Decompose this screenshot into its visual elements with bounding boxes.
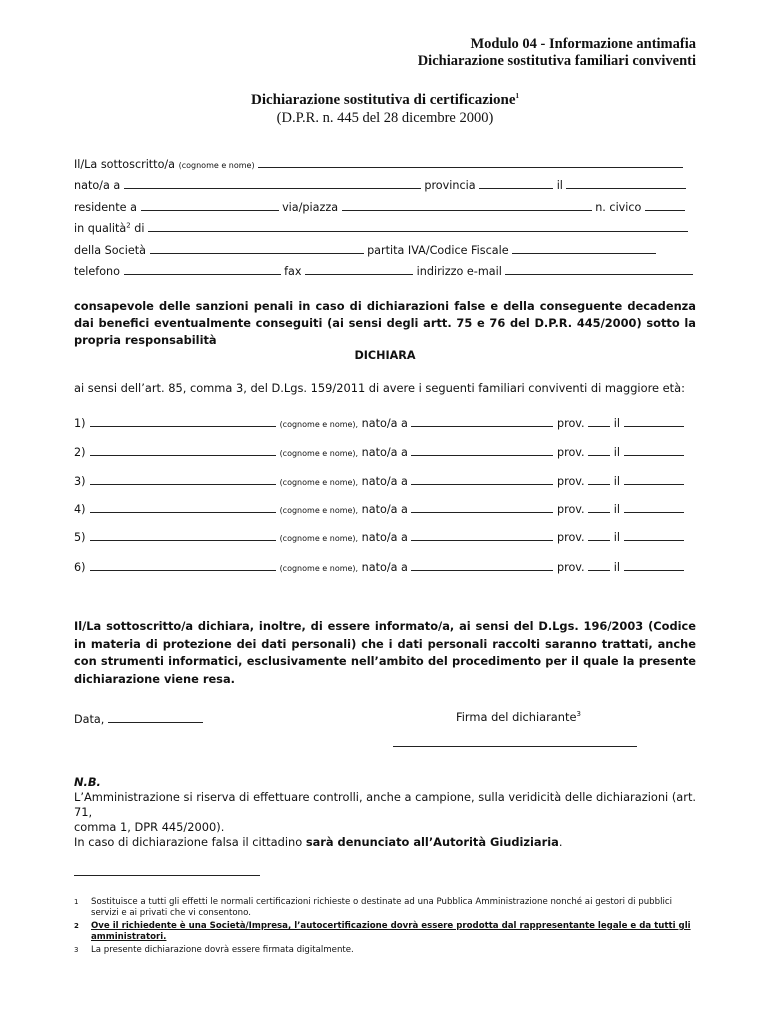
familiare-row (74, 500, 684, 516)
familiare-row (74, 558, 684, 574)
company-field[interactable] (150, 241, 364, 254)
field-row-role (74, 219, 688, 235)
familiare-number: 3) (74, 475, 86, 488)
email-field[interactable] (505, 262, 693, 275)
nb-line-3-end: . (558, 835, 563, 849)
label-prov: prov. (557, 503, 585, 516)
module-title: Modulo 04 - Informazione antimafia (470, 36, 696, 52)
intro-text: ai sensi dell’art. 85, comma 3, del D.Lgs. 159/2011 di avere i seguenti familiari conviventi di maggiore età: (74, 381, 685, 395)
familiare-birthplace-field[interactable] (411, 558, 553, 571)
label-societa: della Società (74, 244, 146, 257)
nb-line-1: L’Amministrazione si riserva di effettuare controlli, anche a campione, sulla veridicità delle dichiarazioni (art. 71, (74, 790, 697, 819)
familiare-birthplace-field[interactable] (411, 528, 553, 541)
label-il: il (613, 417, 620, 430)
signature-label (456, 710, 581, 724)
label-qualita: in qualità (74, 222, 127, 235)
nb-text (74, 790, 704, 850)
nb-line-2: comma 1, DPR 445/2000). (74, 820, 225, 834)
label-sottoscritto: Il/La sottoscritto/a (74, 158, 176, 171)
hint-cognome-nome: (cognome e nome), (279, 564, 359, 573)
familiare-name-field[interactable] (90, 558, 276, 571)
label-firma: Firma del dichiarante (456, 710, 577, 724)
familiare-province-field[interactable] (588, 414, 610, 427)
footnote-ref-1: 1 (515, 92, 520, 100)
field-row-birth (74, 176, 686, 192)
footnote-ref-3: 3 (576, 710, 581, 719)
familiare-name-field[interactable] (90, 472, 276, 485)
familiare-birthplace-field[interactable] (411, 500, 553, 513)
residence-city-field[interactable] (141, 198, 279, 211)
familiare-birthplace-field[interactable] (411, 443, 553, 456)
label-prov: prov. (557, 561, 585, 574)
field-row-residence (74, 198, 685, 214)
familiare-name-field[interactable] (90, 528, 276, 541)
familiare-birthdate-field[interactable] (624, 414, 684, 427)
label-nato-a: nato/a a (361, 417, 408, 430)
familiare-number: 6) (74, 561, 86, 574)
fax-field[interactable] (305, 262, 413, 275)
label-il: il (613, 531, 620, 544)
date-row (74, 710, 203, 726)
familiare-number: 2) (74, 446, 86, 459)
label-email: indirizzo e-mail (416, 265, 502, 278)
consapevole-paragraph: consapevole delle sanzioni penali in caso di dichiarazioni false e della conseguente decadenza dai benefici eventualmente conseguiti (ai sensi degli artt. 75 e 76 del D.P.R. 445/2000) sotto la propria responsabilità (74, 299, 696, 347)
label-residente: residente a (74, 201, 137, 214)
document-subtitle: (D.P.R. n. 445 del 28 dicembre 2000) (276, 110, 494, 126)
field-row-contacts (74, 262, 693, 278)
hint-cognome-nome: (cognome e nome) (178, 161, 255, 170)
signature-line[interactable] (393, 746, 637, 747)
label-via: via/piazza (282, 201, 339, 214)
footnote-2 (74, 921, 698, 943)
province-field[interactable] (479, 176, 553, 189)
street-field[interactable] (342, 198, 592, 211)
familiare-row (74, 414, 684, 430)
familiare-name-field[interactable] (90, 443, 276, 456)
label-prov: prov. (557, 417, 585, 430)
label-provincia: provincia (424, 179, 476, 192)
hint-cognome-nome: (cognome e nome), (279, 420, 359, 429)
label-il: il (613, 561, 620, 574)
footnote-3-text: La presente dichiarazione dovrà essere firmata digitalmente. (91, 945, 354, 955)
familiare-birthdate-field[interactable] (624, 528, 684, 541)
nb-line-3-text: In caso di dichiarazione falsa il cittadino (74, 835, 306, 849)
name-field[interactable] (258, 155, 683, 168)
module-subtitle: Dichiarazione sostitutiva familiari conviventi (417, 53, 696, 69)
document-title-text: Dichiarazione sostitutiva di certificazione (250, 92, 516, 108)
label-fax: fax (284, 265, 302, 278)
familiare-name-field[interactable] (90, 500, 276, 513)
label-data: Data, (74, 713, 105, 726)
familiare-province-field[interactable] (588, 528, 610, 541)
footnote-1-number: 1 (74, 898, 79, 906)
birthdate-field[interactable] (566, 176, 686, 189)
label-il: il (613, 503, 620, 516)
familiare-row (74, 528, 684, 544)
label-prov: prov. (557, 446, 585, 459)
label-nato-a: nato/a a (361, 561, 408, 574)
hint-cognome-nome: (cognome e nome), (279, 449, 359, 458)
familiare-birthdate-field[interactable] (624, 443, 684, 456)
familiare-province-field[interactable] (588, 558, 610, 571)
familiare-birthplace-field[interactable] (411, 472, 553, 485)
label-il: il (556, 179, 563, 192)
label-il: il (613, 446, 620, 459)
label-civico: n. civico (595, 201, 642, 214)
familiare-province-field[interactable] (588, 443, 610, 456)
familiare-number: 5) (74, 531, 86, 544)
civic-number-field[interactable] (645, 198, 685, 211)
hint-cognome-nome: (cognome e nome), (279, 478, 359, 487)
familiare-birthdate-field[interactable] (624, 558, 684, 571)
label-telefono: telefono (74, 265, 120, 278)
label-il: il (613, 475, 620, 488)
footnote-3 (74, 945, 698, 956)
privacy-paragraph: Il/La sottoscritto/a dichiara, inoltre, di essere informato/a, ai sensi del D.Lgs. 196/2003 (Codice in materia di protezione dei dati personali) che i dati personali raccolti saranno trattati, anche con strumenti informatici, esclusivamente nell’ambito del procedimento per il quale la presente dichiarazione viene resa. (74, 619, 696, 686)
hint-cognome-nome: (cognome e nome), (279, 534, 359, 543)
familiare-province-field[interactable] (588, 472, 610, 485)
label-prov: prov. (557, 531, 585, 544)
familiare-row (74, 472, 684, 488)
hint-cognome-nome: (cognome e nome), (279, 506, 359, 515)
familiare-row (74, 443, 684, 459)
footnote-1 (74, 897, 698, 919)
nb-line-3 (74, 835, 704, 850)
familiare-birthdate-field[interactable] (624, 472, 684, 485)
footnote-2-text: Ove il richiedente è una Società/Impresa, l’autocertificazione dovrà essere prodotta dal rappresentante legale e da tutti gli amministratori. (91, 921, 691, 942)
nb-line-3-bold: sarà denunciato all’Autorità Giudiziaria (305, 835, 559, 849)
familiare-birthplace-field[interactable] (411, 414, 553, 427)
label-nato-a: nato/a a (361, 446, 408, 459)
footnote-ref-2: 2 (126, 221, 131, 230)
nb-title: N.B. (74, 775, 101, 789)
label-prov: prov. (557, 475, 585, 488)
label-nato-a: nato/a a (361, 531, 408, 544)
document-title (0, 92, 770, 109)
footnote-separator (74, 875, 260, 876)
footnote-3-number: 3 (74, 946, 79, 954)
vat-field[interactable] (512, 241, 656, 254)
label-partita-iva: partita IVA/Codice Fiscale (367, 244, 509, 257)
label-di: di (134, 222, 145, 235)
date-field[interactable] (108, 710, 203, 723)
label-nato-a: nato/a a (361, 503, 408, 516)
field-row-company (74, 241, 656, 257)
role-field[interactable] (148, 219, 688, 232)
label-nato-a: nato/a a (361, 475, 408, 488)
birthplace-field[interactable] (124, 176, 421, 189)
familiare-number: 1) (74, 417, 86, 430)
familiare-number: 4) (74, 503, 86, 516)
familiare-name-field[interactable] (90, 414, 276, 427)
field-row-name (74, 155, 683, 171)
familiare-province-field[interactable] (588, 500, 610, 513)
phone-field[interactable] (124, 262, 281, 275)
dichiara-heading: DICHIARA (354, 349, 416, 362)
footnote-2-number: 2 (74, 922, 79, 930)
familiare-birthdate-field[interactable] (624, 500, 684, 513)
footnote-1-text: Sostituisce a tutti gli effetti le normali certificazioni richieste o destinate ad una Pubblica Amministrazione nonché ai gestori di pubblici servizi e ai privati che vi consentono. (91, 897, 672, 918)
label-nato-a: nato/a a (74, 179, 121, 192)
